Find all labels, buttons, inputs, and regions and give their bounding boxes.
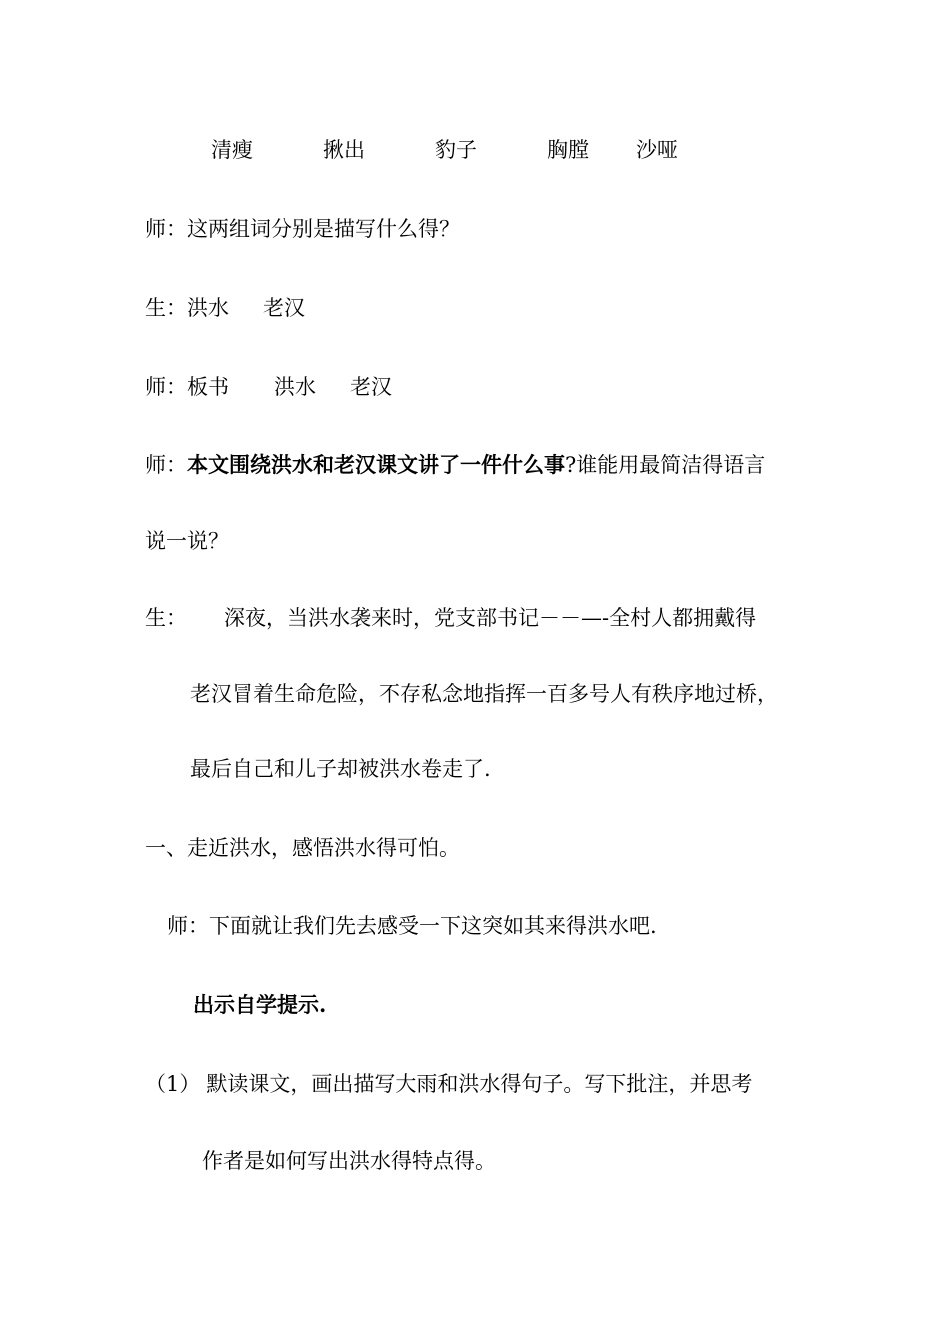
- student-answer-1: [145, 294, 305, 322]
- answer-word: 老汉: [263, 296, 305, 320]
- answer-text: 深夜，当洪水袭来时，党支部书记－－—-全村人都拥戴得: [224, 606, 757, 630]
- question-rest: ?谁能用最简洁得语言: [565, 453, 766, 477]
- teacher-question-2-cont: 说一说？: [145, 529, 229, 553]
- teacher-intro: 师：下面就让我们先去感受一下这突如其来得洪水吧.: [167, 914, 657, 938]
- tips-heading: 出示自学提示.: [193, 992, 327, 1017]
- teacher-question-1: 师：这两组词分别是描写什么得？: [145, 217, 460, 241]
- board-word: 老汉: [350, 375, 392, 399]
- student-answer-2-cont: 老汉冒着生命危险，不存私念地指挥一百多号人有秩序地过桥，: [190, 682, 778, 706]
- blackboard-line: [145, 373, 392, 401]
- tip-text: 默读课文，画出描写大雨和洪水得句子。写下批注，并思考: [206, 1072, 753, 1096]
- vocab-word: 沙哑: [636, 138, 678, 162]
- tip-item-1: [145, 1070, 752, 1098]
- speaker-label: 师：: [145, 453, 187, 477]
- student-answer-2-cont: 最后自己和儿子却被洪水卷走了.: [190, 757, 491, 781]
- speaker-label: 生：: [145, 606, 187, 630]
- vocab-word: 胸膛: [547, 138, 589, 162]
- speaker-label: 生：: [145, 296, 187, 320]
- vocab-row: [0, 136, 950, 164]
- tip-number: （1）: [145, 1072, 201, 1096]
- vocab-word: 豹子: [435, 138, 477, 162]
- question-bold: 本文围绕洪水和老汉课文讲了一件什么事: [187, 452, 565, 477]
- vocab-word: 清瘦: [211, 138, 253, 162]
- answer-word: 洪水: [187, 296, 229, 320]
- teacher-question-2: [145, 451, 765, 479]
- student-answer-2: [145, 604, 756, 632]
- tip-item-1-cont: 作者是如何写出洪水得特点得。: [202, 1149, 496, 1173]
- section-heading: 一、走近洪水，感悟洪水得可怕。: [145, 836, 460, 860]
- board-word: 洪水: [274, 375, 316, 399]
- speaker-label: 师：板书: [145, 375, 229, 399]
- vocab-word: 揪出: [323, 138, 365, 162]
